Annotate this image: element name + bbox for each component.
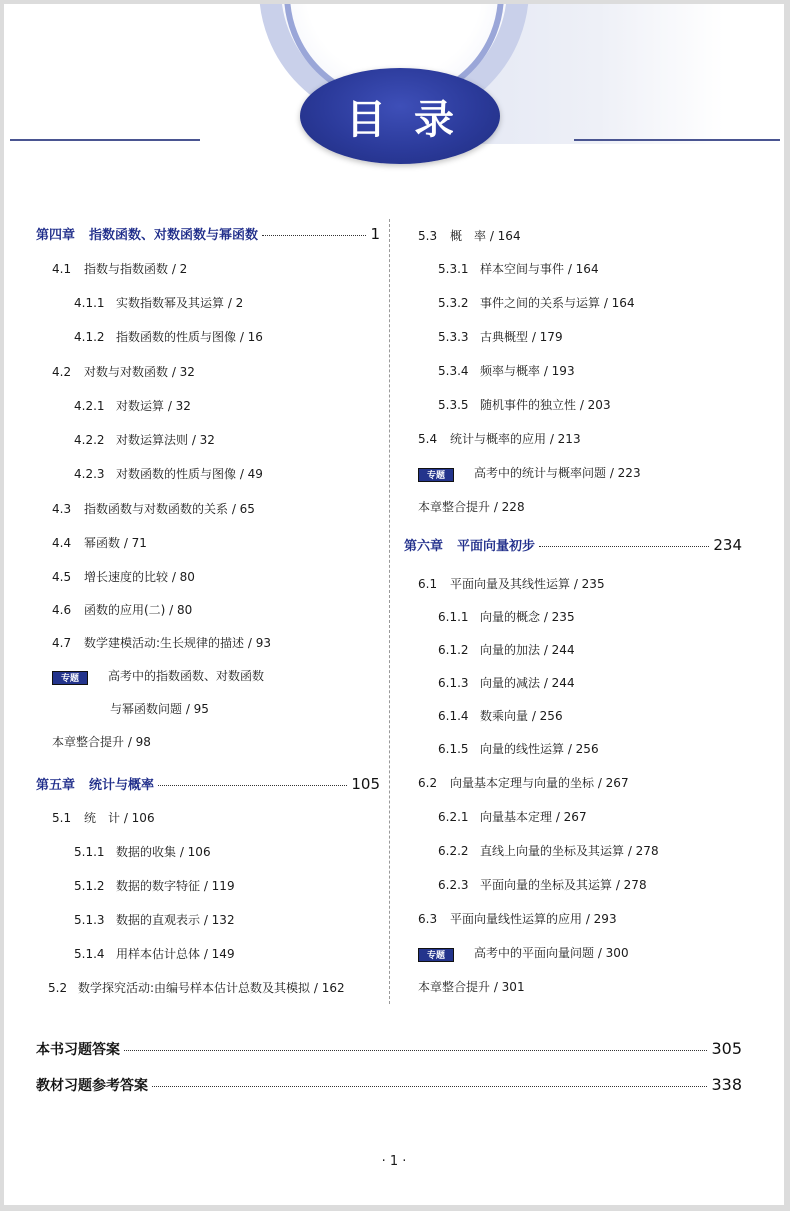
entry-text: 数据的直观表示 / 132 <box>116 913 235 927</box>
chapter-summary-4[interactable] <box>52 734 151 750</box>
leader-dots <box>158 785 347 786</box>
chapter-page: 234 <box>713 536 742 554</box>
toc-entry-5-3-1[interactable] <box>438 261 599 277</box>
leader-dots <box>124 1050 707 1051</box>
entry-number: 6.2 <box>418 776 438 790</box>
entry-number: 5.3 <box>418 229 438 243</box>
entry-text: 数学探究活动:由编号样本估计总数及其模拟 / 162 <box>78 981 345 995</box>
leader-dots <box>152 1086 707 1087</box>
leader-dots <box>262 235 366 236</box>
chapter-summary-5[interactable] <box>418 499 525 515</box>
entry-text: 对数运算 / 32 <box>116 399 191 413</box>
entry-number: 6.2.1 <box>438 810 469 824</box>
entry-number: 5.3.4 <box>438 364 469 378</box>
header-rule-left <box>10 139 200 141</box>
entry-number: 4.3 <box>52 502 72 516</box>
toc-entry-5-3-3[interactable] <box>438 329 563 345</box>
entry-text: 指数函数与对数函数的关系 / 65 <box>84 502 255 516</box>
entry-number: 4.2 <box>52 365 72 379</box>
entry-number: 4.2.3 <box>74 467 105 481</box>
toc-entry-6-2[interactable] <box>418 775 629 791</box>
entry-text: 本章整合提升 / 98 <box>52 735 151 749</box>
entry-text: 幂函数 / 71 <box>84 536 147 550</box>
entry-text: 平面向量线性运算的应用 / 293 <box>450 912 617 926</box>
entry-text: 概 率 / 164 <box>450 229 521 243</box>
entry-text: 向量的概念 / 235 <box>480 610 575 624</box>
toc-entry-5-3-2[interactable] <box>438 295 635 311</box>
page-title: 目录 <box>346 96 482 143</box>
entry-number: 6.3 <box>418 912 438 926</box>
answers-page: 305 <box>711 1039 742 1058</box>
entry-text: 指数函数的性质与图像 / 16 <box>116 330 263 344</box>
chapter-title: 统计与概率 <box>89 778 155 793</box>
entry-number: 4.1 <box>52 262 72 276</box>
entry-text: 对数运算法则 / 32 <box>116 433 215 447</box>
entry-number: 4.1.1 <box>74 296 105 310</box>
entry-text: 统计与概率的应用 / 213 <box>450 432 581 446</box>
chapter-title: 平面向量初步 <box>457 539 536 554</box>
toc-entry-4-3[interactable] <box>52 501 255 517</box>
chapter-page: 1 <box>370 225 380 243</box>
entry-text: 对数与对数函数 / 32 <box>84 365 195 379</box>
entry-number: 5.1.1 <box>74 845 105 859</box>
chapter-title: 指数函数、对数函数与幂函数 <box>89 228 259 243</box>
toc-entry-4-2-1[interactable] <box>74 398 191 414</box>
toc-entry-6-1[interactable] <box>418 576 605 592</box>
toc-entry-6-3[interactable] <box>418 911 617 927</box>
entry-text: 数乘向量 / 256 <box>480 709 563 723</box>
entry-text: 实数指数幂及其运算 / 2 <box>116 296 244 310</box>
chapter-4[interactable] <box>36 224 380 243</box>
entry-number: 6.1.5 <box>438 742 469 756</box>
toc-entry-4-1-1[interactable] <box>74 295 243 311</box>
entry-text: 直线上向量的坐标及其运算 / 278 <box>480 844 659 858</box>
entry-text: 频率与概率 / 193 <box>480 364 575 378</box>
reference-answers-entry[interactable] <box>36 1075 742 1095</box>
entry-text: 指数与指数函数 / 2 <box>84 262 188 276</box>
toc-entry-6-1-5[interactable] <box>438 741 599 757</box>
entry-number: 4.4 <box>52 536 72 550</box>
entry-number: 5.3.3 <box>438 330 469 344</box>
entry-text: 向量的减法 / 244 <box>480 676 575 690</box>
entry-number: 4.1.2 <box>74 330 105 344</box>
toc-entry-4-4[interactable] <box>52 535 147 551</box>
entry-text: 样本空间与事件 / 164 <box>480 262 599 276</box>
toc-entry-4-1[interactable] <box>52 261 187 277</box>
chapter-5[interactable] <box>36 774 380 793</box>
column-divider <box>389 219 390 1004</box>
toc-entry-5-4[interactable] <box>418 431 581 447</box>
header-rule-right <box>574 139 780 141</box>
entry-number: 5.1.2 <box>74 879 105 893</box>
entry-number: 6.1.1 <box>438 610 469 624</box>
leader-dots <box>539 546 709 547</box>
chapter-number: 第六章 <box>404 539 444 554</box>
topic-tag: 专题 <box>418 468 454 482</box>
entry-text: 高考中的平面向量问题 / 300 <box>474 946 629 960</box>
chapter-number: 第五章 <box>36 778 76 793</box>
entry-number: 5.4 <box>418 432 438 446</box>
chapter-number: 第四章 <box>36 228 76 243</box>
topic-entry-4[interactable] <box>52 668 264 684</box>
entry-number: 6.1.3 <box>438 676 469 690</box>
entry-text: 向量的线性运算 / 256 <box>480 742 599 756</box>
entry-number: 5.3.2 <box>438 296 469 310</box>
entry-text: 增长速度的比较 / 80 <box>84 570 195 584</box>
entry-text: 本章整合提升 / 228 <box>418 500 525 514</box>
toc-entry-4-6[interactable] <box>52 602 192 618</box>
page-number: · 1 · <box>381 1154 407 1169</box>
entry-number: 4.7 <box>52 636 72 650</box>
entry-text: 高考中的指数函数、对数函数 <box>108 669 265 683</box>
toc-entry-6-1-1[interactable] <box>438 609 575 625</box>
entry-text: 古典概型 / 179 <box>480 330 563 344</box>
entry-number: 6.1.4 <box>438 709 469 723</box>
entry-number: 4.5 <box>52 570 72 584</box>
topic-entry-6[interactable] <box>418 945 629 961</box>
entry-number: 6.2.3 <box>438 878 469 892</box>
toc-entry-4-2[interactable] <box>52 364 195 380</box>
entry-number: 6.2.2 <box>438 844 469 858</box>
entry-text: 平面向量的坐标及其运算 / 278 <box>480 878 647 892</box>
topic-tag: 专题 <box>418 948 454 962</box>
toc-entry-4-5[interactable] <box>52 569 195 585</box>
answers-label: 本书习题答案 <box>36 1042 120 1058</box>
entry-text: 函数的应用(二) / 80 <box>84 603 193 617</box>
entry-number: 5.1.4 <box>74 947 105 961</box>
chapter-summary-6[interactable] <box>418 979 525 995</box>
toc-entry-4-1-2[interactable] <box>74 329 263 345</box>
entry-text: 事件之间的关系与运算 / 164 <box>480 296 635 310</box>
toc-entry-5-2[interactable] <box>48 980 345 996</box>
entry-text: 数学建模活动:生长规律的描述 / 93 <box>84 636 271 650</box>
chapter-page: 105 <box>351 775 380 793</box>
toc-entry-4-7[interactable] <box>52 635 271 651</box>
entry-text: 与幂函数问题 / 95 <box>110 702 209 716</box>
entry-text: 数据的数字特征 / 119 <box>116 879 235 893</box>
chapter-6[interactable] <box>404 535 742 554</box>
entry-number: 5.1.3 <box>74 913 105 927</box>
entry-number: 5.3.5 <box>438 398 469 412</box>
entry-text: 对数函数的性质与图像 / 49 <box>116 467 263 481</box>
toc-entry-6-1-3[interactable] <box>438 675 575 691</box>
entry-number: 6.1.2 <box>438 643 469 657</box>
toc-entry-4-2-2[interactable] <box>74 432 215 448</box>
topic-tag: 专题 <box>52 671 88 685</box>
toc-entry-6-2-1[interactable] <box>438 809 587 825</box>
toc-entry-5-1-4[interactable] <box>74 946 235 962</box>
toc-entry-6-2-2[interactable] <box>438 843 659 859</box>
entry-text: 用样本估计总体 / 149 <box>116 947 235 961</box>
answers-label: 教材习题参考答案 <box>36 1078 148 1094</box>
toc-entry-6-1-4[interactable] <box>438 708 563 724</box>
entry-number: 4.2.1 <box>74 399 105 413</box>
entry-text: 数据的收集 / 106 <box>116 845 211 859</box>
entry-text: 本章整合提升 / 301 <box>418 980 525 994</box>
entry-text: 随机事件的独立性 / 203 <box>480 398 611 412</box>
toc-entry-5-3-4[interactable] <box>438 363 575 379</box>
entry-text: 向量的加法 / 244 <box>480 643 575 657</box>
entry-text: 向量基本定理与向量的坐标 / 267 <box>450 776 629 790</box>
answers-page: 338 <box>711 1075 742 1094</box>
toc-entry-5-1-1[interactable] <box>74 844 211 860</box>
toc-entry-6-1-2[interactable] <box>438 642 575 658</box>
entry-number: 5.2 <box>48 981 68 995</box>
toc-entry-5-1-3[interactable] <box>74 912 235 928</box>
toc-entry-5-1[interactable] <box>52 810 155 826</box>
answers-entry[interactable] <box>36 1039 742 1059</box>
toc-entry-6-2-3[interactable] <box>438 877 647 893</box>
entry-text: 向量基本定理 / 267 <box>480 810 587 824</box>
toc-entry-5-3[interactable] <box>418 228 521 244</box>
entry-number: 5.1 <box>52 811 72 825</box>
topic-entry-4-cont[interactable] <box>110 701 209 717</box>
entry-number: 6.1 <box>418 577 438 591</box>
toc-entry-4-2-3[interactable] <box>74 466 263 482</box>
toc-entry-5-1-2[interactable] <box>74 878 235 894</box>
entry-number: 4.6 <box>52 603 72 617</box>
topic-entry-5[interactable] <box>418 465 641 481</box>
entry-text: 平面向量及其线性运算 / 235 <box>450 577 605 591</box>
entry-number: 5.3.1 <box>438 262 469 276</box>
toc-entry-5-3-5[interactable] <box>438 397 611 413</box>
entry-number: 4.2.2 <box>74 433 105 447</box>
toc-page <box>4 4 784 1205</box>
entry-text: 高考中的统计与概率问题 / 223 <box>474 466 641 480</box>
entry-text: 统 计 / 106 <box>84 811 155 825</box>
